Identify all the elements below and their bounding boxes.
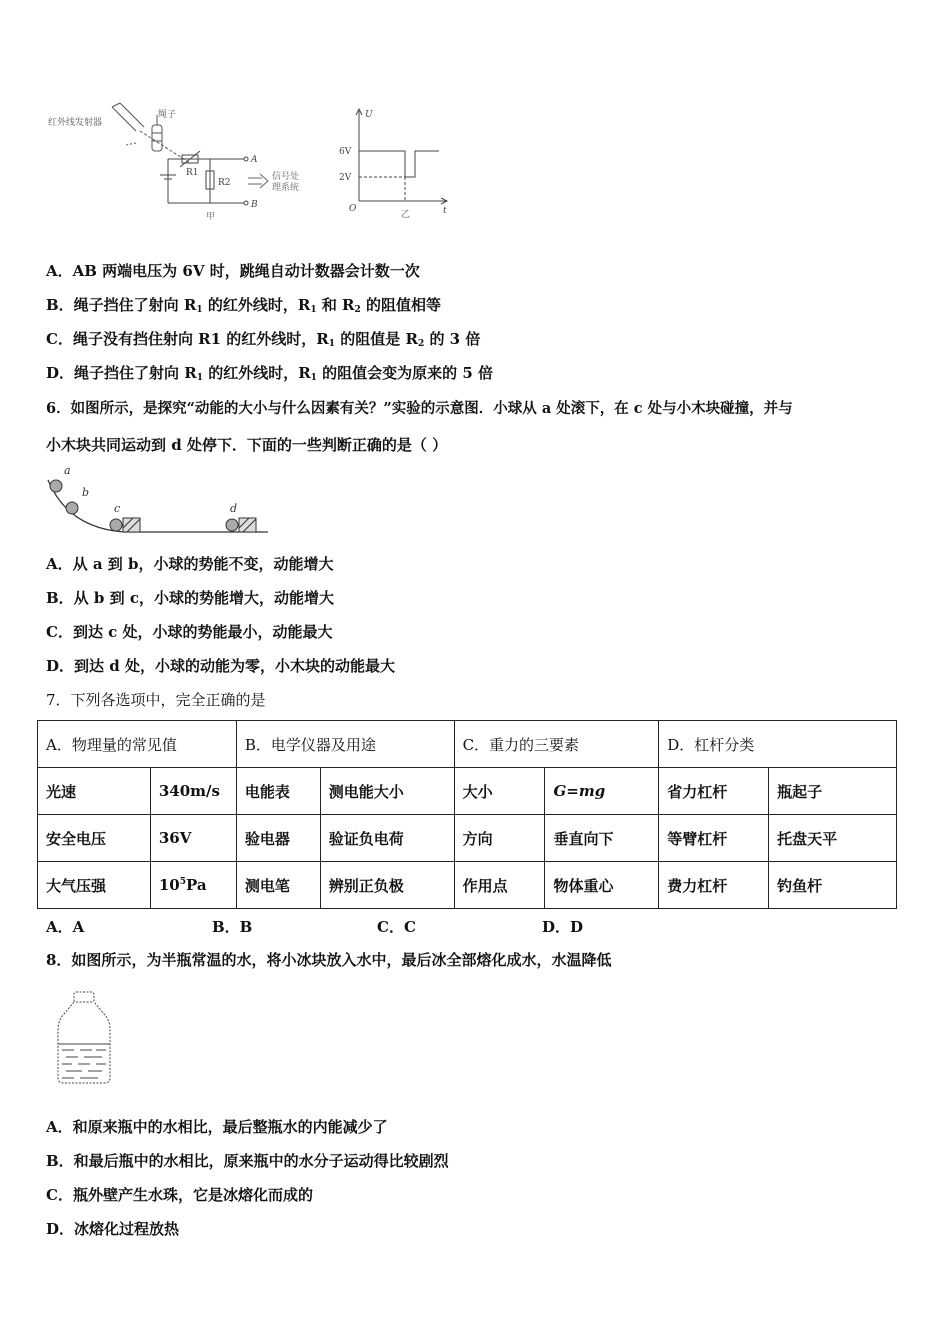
table-cell: 36V: [150, 815, 236, 862]
rope-label: 绳子: [158, 110, 177, 120]
table-cell: 验电器: [236, 815, 320, 862]
ball-c-icon: [110, 519, 122, 531]
system-label-1: 信号处: [272, 172, 300, 182]
table-cell: 测电能大小: [320, 768, 454, 815]
v-low-label: 2V: [339, 173, 352, 183]
ball-d-icon: [226, 519, 238, 531]
q7-option-c: C．C: [377, 918, 416, 936]
system-label-2: 理系统: [272, 183, 300, 193]
q5-option-b: B．绳子挡住了射向 $R_1$ 的红外线时，$R_1$ 和 $R_2$ 的阻值相等: [46, 296, 442, 315]
bottle-diagram: [52, 990, 116, 1086]
table-cell: $10^5Pa$: [150, 862, 236, 909]
table-cell: 等臂杠杆: [659, 815, 769, 862]
point-b-label: B: [251, 200, 258, 210]
table-cell: 瓶起子: [769, 768, 897, 815]
bottle-icon: [58, 992, 110, 1083]
table-cell: 验证负电荷: [320, 815, 454, 862]
label-d: d: [230, 502, 238, 515]
water-icon: [58, 1044, 110, 1078]
voltage-graph-yi: [335, 105, 455, 220]
emitter-label: 红外线发射器: [48, 118, 103, 128]
q5-option-c: C．绳子没有挡住射向 R1 的红外线时，$R_1$ 的阻值是 $R_2$ 的 3 倍: [46, 330, 481, 349]
q7-option-b: B．B: [212, 918, 253, 936]
ramp-diagram: [40, 462, 275, 538]
table-cell: 物体重心: [545, 862, 659, 909]
table-cell: 垂直向下: [545, 815, 659, 862]
q8-option-d: D．冰熔化过程放热: [46, 1220, 180, 1238]
table-cell: 340m/s: [150, 768, 236, 815]
table-cell: 作用点: [454, 862, 545, 909]
table-cell: 安全电压: [38, 815, 151, 862]
q7-option-a: A．A: [46, 918, 85, 936]
q5-option-a: A．AB 两端电压为 6V 时，跳绳自动计数器会计数一次: [46, 262, 420, 280]
q8-option-c: C．瓶外壁产生水珠，它是冰熔化而成的: [46, 1186, 313, 1204]
q8-option-b: B．和最后瓶中的水相比，原来瓶中的水分子运动得比较剧烈: [46, 1152, 449, 1170]
ball-b-icon: [66, 502, 78, 514]
table-cell: 托盘天平: [769, 815, 897, 862]
q8-option-a: A．和原来瓶中的水相比，最后整瓶水的内能减少了: [46, 1118, 388, 1136]
v-high-label: 6V: [339, 147, 352, 157]
header-d: D．杠杆分类: [659, 721, 897, 768]
table-row: [38, 768, 897, 815]
arrow-icon: [248, 174, 268, 188]
block-c-icon: [123, 518, 140, 532]
table-header-row: [38, 721, 897, 768]
table-row: [38, 815, 897, 862]
q5-option-d: D．绳子挡住了射向 $R_1$ 的红外线时，$R_1$ 的阻值会变为原来的 5 倍: [46, 364, 494, 383]
q6-option-b: B．从 b 到 c，小球的势能增大，动能增大: [46, 589, 334, 607]
circuit-diagram-jia: [40, 95, 320, 225]
q8-stem: 8．如图所示，为半瓶常温的水，将小冰块放入水中，最后冰全部熔化成水，水温降低: [46, 951, 612, 969]
table-cell: 光速: [38, 768, 151, 815]
label-b: b: [82, 486, 90, 499]
label-a: a: [64, 464, 71, 477]
table-cell: 大小: [454, 768, 545, 815]
q6-option-a: A．从 a 到 b，小球的势能不变，动能增大: [46, 555, 334, 573]
r2-label: R2: [218, 178, 231, 188]
caption-jia: 甲: [206, 212, 216, 222]
block-d-icon: [239, 518, 256, 532]
table-cell: 测电笔: [236, 862, 320, 909]
q6-stem-line2: 小木块共同运动到 d 处停下．下面的一些判断正确的是（ ）: [46, 436, 448, 454]
q6-option-d: D．到达 d 处，小球的动能为零，小木块的动能最大: [46, 657, 395, 675]
table-cell: 费力杠杆: [659, 862, 769, 909]
header-b: B．电学仪器及用途: [236, 721, 454, 768]
rope-icon: [152, 115, 162, 151]
table-cell: 大气压强: [38, 862, 151, 909]
table-cell: 钓鱼杆: [769, 862, 897, 909]
origin-label: O: [349, 204, 357, 214]
t-label: t: [443, 206, 447, 216]
q6-stem-line1: 6．如图所示，是探究“动能的大小与什么因素有关？”实验的示意图．小球从 a 处滚下，在 c 处与小木块碰撞，并与: [46, 400, 793, 417]
header-c: C．重力的三要素: [454, 721, 659, 768]
table-cell: G=mg: [545, 768, 659, 815]
q7-table: [37, 720, 897, 909]
label-c: c: [114, 502, 121, 515]
point-a-label: A: [251, 155, 258, 165]
caption-yi: 乙: [401, 210, 411, 220]
q7-option-d: D．D: [542, 918, 584, 936]
q7-stem: 7．下列各选项中，完全正确的是: [46, 691, 266, 709]
q6-option-c: C．到达 c 处，小球的势能最小，动能最大: [46, 623, 333, 641]
table-cell: 省力杠杆: [659, 768, 769, 815]
ball-a-icon: [50, 480, 62, 492]
infrared-emitter-icon: [112, 103, 144, 131]
r1-label: R1: [186, 168, 199, 178]
table-row: [38, 862, 897, 909]
voltage-trace: [359, 151, 439, 177]
u-label: U: [365, 110, 373, 120]
table-cell: 电能表: [236, 768, 320, 815]
table-cell: 辨别正负极: [320, 862, 454, 909]
header-a: A．物理量的常见值: [38, 721, 237, 768]
table-cell: 方向: [454, 815, 545, 862]
